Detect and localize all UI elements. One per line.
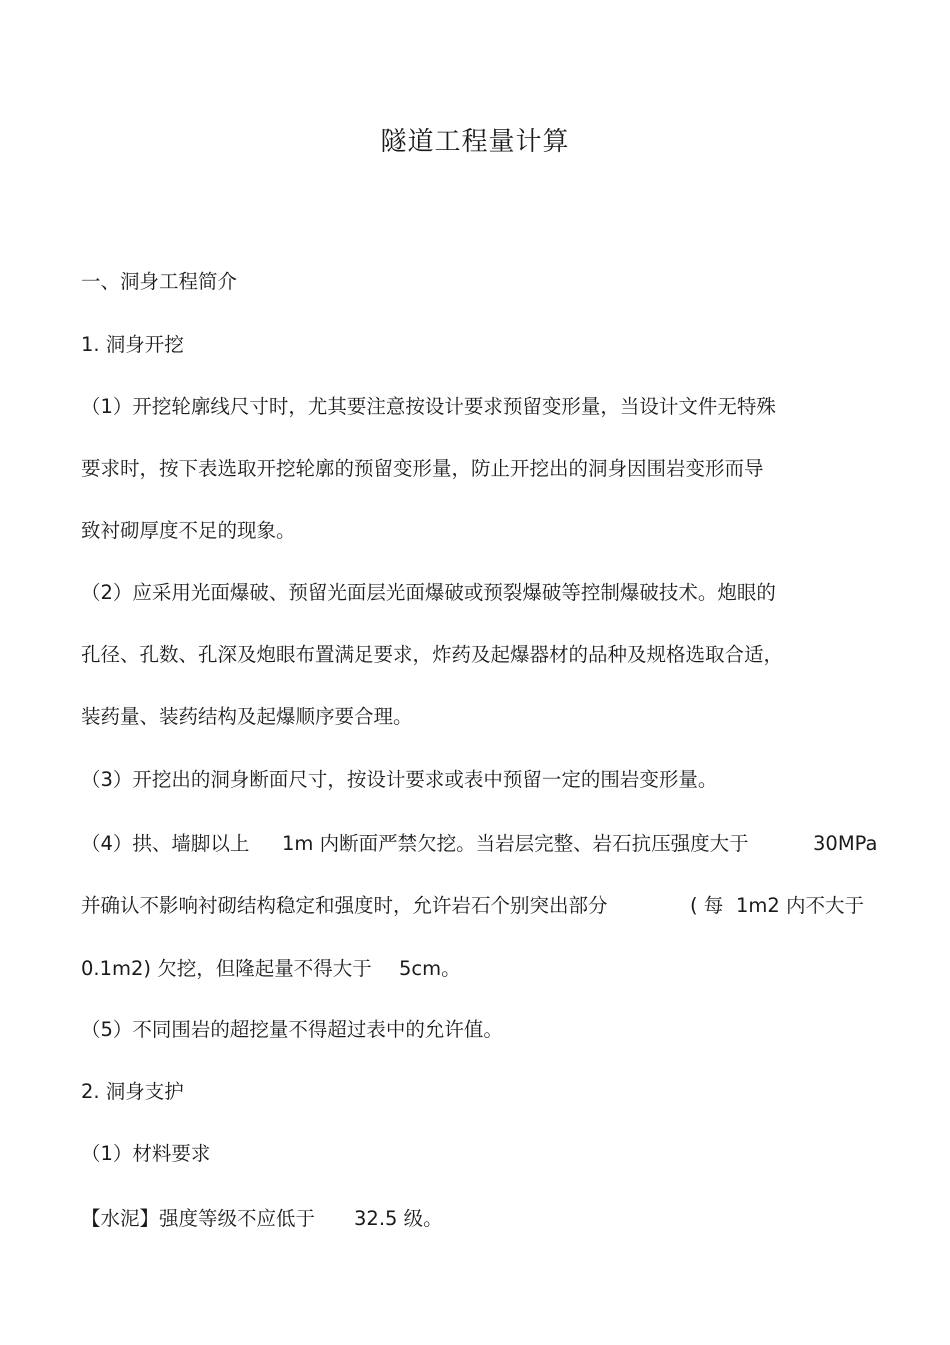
- paragraph-line: （3）开挖出的洞身断面尺寸，按设计要求或表中预留一定的围岩变形量。: [81, 768, 718, 791]
- paragraph-line-fragment: （4）拱、墙脚以上: [81, 832, 250, 855]
- paragraph-line: 要求时，按下表选取开挖轮廓的预留变形量，防止开挖出的洞身因围岩变形而导: [81, 457, 764, 480]
- paragraph-line-fragment: 32.5 级。: [354, 1207, 443, 1230]
- paragraph-line: （2）应采用光面爆破、预留光面层光面爆破或预裂爆破等控制爆破技术。炮眼的: [81, 581, 776, 604]
- paragraph-line: 装药量、装药结构及起爆顺序要合理。: [81, 705, 413, 728]
- paragraph-line-fragment: 1m2 内不大于: [736, 894, 865, 917]
- paragraph-line-fragment: 并确认不影响衬砌结构稳定和强度时，允许岩石个别突出部分: [81, 894, 608, 917]
- paragraph-line-fragment: 5cm。: [399, 957, 461, 980]
- paragraph-line-fragment: 【水泥】强度等级不应低于: [81, 1207, 316, 1230]
- paragraph-line: （1）开挖轮廓线尺寸时，尤其要注意按设计要求预留变形量，当设计文件无特殊: [81, 395, 776, 418]
- paragraph-line-fragment: 30MPa: [813, 832, 878, 855]
- paragraph-line: 致衬砌厚度不足的现象。: [81, 519, 296, 542]
- paragraph-line: 孔径、孔数、孔深及炮眼布置满足要求，炸药及起爆器材的品种及规格选取合适，: [81, 643, 784, 666]
- section-heading: 一、洞身工程简介: [81, 270, 238, 293]
- paragraph-line: （5）不同围岩的超挖量不得超过表中的允许值。: [81, 1018, 503, 1041]
- paragraph-line-fragment: ( 每: [690, 894, 724, 917]
- paragraph-line: （1）材料要求: [81, 1142, 211, 1165]
- subsection-heading: 2. 洞身支护: [81, 1080, 184, 1103]
- paragraph-line-fragment: 0.1m2) 欠挖，但隆起量不得大于: [81, 957, 372, 980]
- paragraph-line-fragment: 1m 内断面严禁欠挖。当岩层完整、岩石抗压强度大于: [282, 832, 749, 855]
- subsection-heading: 1. 洞身开挖: [81, 333, 184, 356]
- document-title: 隧道工程量计算: [380, 127, 570, 157]
